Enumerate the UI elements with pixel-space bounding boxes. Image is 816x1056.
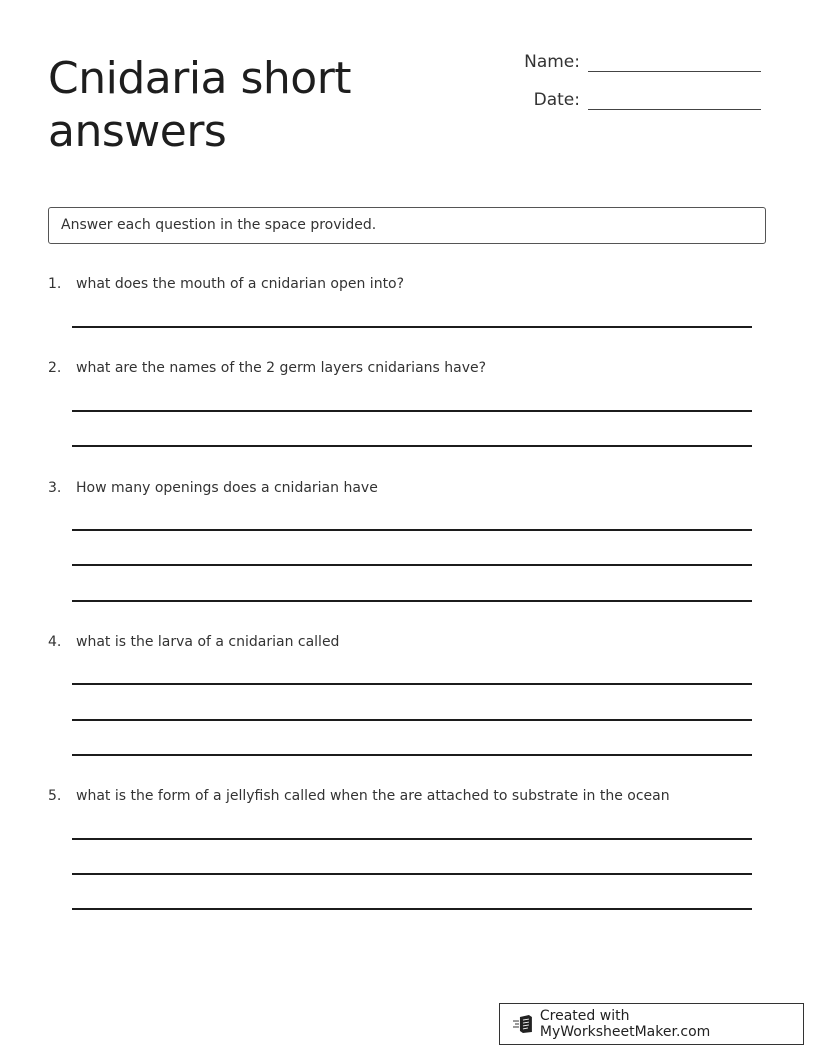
answer-line-1-1[interactable] [72, 326, 752, 328]
answer-line-5-1[interactable] [72, 838, 752, 840]
title-line-2: answers [48, 106, 227, 157]
question-text: How many openings does a cnidarian have [76, 480, 378, 496]
question-number: 4. [48, 634, 62, 650]
worksheet-title [48, 52, 468, 158]
badge-text: Created with MyWorksheetMaker.com [539, 1008, 711, 1040]
name-line[interactable] [588, 53, 761, 72]
question-4 [48, 634, 768, 650]
question-text: what does the mouth of a cnidarian open into? [76, 276, 405, 292]
answer-line-3-2[interactable] [72, 564, 752, 566]
question-text: what is the form of a jellyfish called when the are attached to substrate in the ocean [76, 788, 670, 804]
answer-line-4-3[interactable] [72, 754, 752, 756]
question-number: 2. [48, 360, 62, 376]
date-field[interactable] [500, 90, 761, 110]
question-1 [48, 276, 768, 292]
answer-line-4-2[interactable] [72, 719, 752, 721]
question-2 [48, 360, 768, 376]
name-field[interactable] [500, 52, 761, 72]
date-line[interactable] [588, 91, 761, 110]
question-number: 1. [48, 276, 62, 292]
answer-line-3-3[interactable] [72, 600, 752, 602]
created-with-badge[interactable] [499, 1003, 804, 1045]
answer-line-4-1[interactable] [72, 683, 752, 685]
question-number: 5. [48, 788, 62, 804]
date-label: Date: [533, 90, 580, 110]
answer-line-5-2[interactable] [72, 873, 752, 875]
answer-line-2-1[interactable] [72, 410, 752, 412]
worksheet-maker-logo-icon [512, 1014, 534, 1034]
instructions-box: Answer each question in the space provided. [48, 207, 766, 244]
question-5 [48, 788, 768, 804]
name-label: Name: [524, 52, 580, 72]
question-text: what are the names of the 2 germ layers cnidarians have? [76, 360, 487, 376]
answer-line-3-1[interactable] [72, 529, 752, 531]
answer-line-5-3[interactable] [72, 908, 752, 910]
title-line-1: Cnidaria short [48, 53, 352, 104]
question-number: 3. [48, 480, 62, 496]
answer-line-2-2[interactable] [72, 445, 752, 447]
question-3 [48, 480, 768, 496]
question-text: what is the larva of a cnidarian called [76, 634, 340, 650]
